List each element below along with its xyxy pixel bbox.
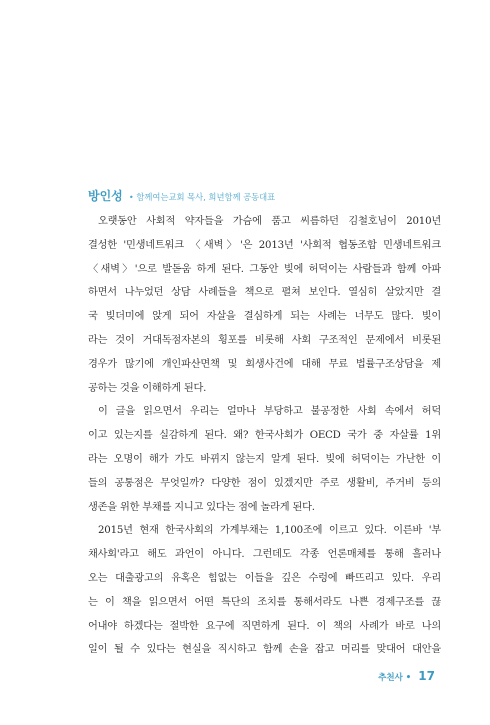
- page-number: 17: [418, 669, 435, 683]
- text-line: 들의 공통점은 무엇일까? 다양한 점이 있겠지만 주로 생활비, 주거비 등의: [88, 477, 441, 489]
- text-line: 오랫동안 사회적 약자들을 가슴에 품고 씨름하던 김철호님이 2010년: [98, 216, 441, 227]
- text-line: 2015년 현재 한국사회의 가계부채는 1,100조에 이르고 있다. 이른바 '부: [98, 525, 441, 537]
- text-line: 하면서 나누었던 상담 사례들을 책으로 펼쳐 보인다. 열심히 살았지만 결: [88, 287, 441, 299]
- text-line: 경우가 많기에 개인파산면책 및 회생사건에 대해 무료 법률구조상담을 제: [88, 358, 441, 370]
- text-line: 채사회'라고 해도 과언이 아니다. 그런데도 각종 언론매체를 통해 흘러나: [88, 549, 441, 561]
- text-line: 이고 있는지를 실감하게 된다. 왜? 한국사회가 OECD 국가 중 자살률 1위: [88, 430, 441, 442]
- section-label: 추천사 •: [378, 673, 412, 683]
- text-line: 오는 대출광고의 유혹은 힘없는 이들을 깊은 수렁에 빠뜨리고 있다. 우리: [88, 572, 441, 584]
- author-name: 방인성: [88, 189, 123, 203]
- text-line: 어내야 하겠다는 절박한 요구에 직면하게 된다. 이 책의 사례가 바로 나의: [88, 620, 441, 632]
- text-line: 이 글을 읽으면서 우리는 얼마나 부당하고 불공정한 사회 속에서 허덕: [98, 406, 441, 418]
- text-line: 생존을 위한 부채를 지니고 있다는 점에 놀라게 된다.: [88, 501, 315, 513]
- text-line: 라는 오명이 해가 가도 바뀌지 않는지 알게 된다. 빚에 허덕이는 가난한 이: [88, 453, 441, 465]
- recommendation-text: [88, 210, 441, 662]
- author-byline: [88, 185, 275, 207]
- text-line: 라는 것이 거대독점자본의 횡포를 비롯해 사회 구조적인 문제에서 비롯된: [88, 334, 441, 346]
- text-line: 는 이 책을 읽으면서 어떤 특단의 조치를 통해서라도 나쁜 경제구조를 끊: [88, 596, 441, 608]
- text-line: 〈새벽〉'으로 발돋움 하게 된다. 그동안 빚에 허덕이는 사람들과 함께 아파: [88, 263, 441, 275]
- text-line: 일이 될 수 있다는 현실을 직시하고 함께 손을 잡고 머리를 맞대어 대안을: [88, 644, 441, 656]
- text-line: 공하는 것을 이해하게 된다.: [88, 382, 207, 394]
- text-line: 국 빚더미에 앉게 되어 자살을 결심하게 되는 사례는 너무도 많다. 빚이: [88, 311, 441, 323]
- page-footer: [378, 666, 435, 687]
- author-role: • 함께여는교회 목사, 희년함께 공동대표: [128, 192, 276, 202]
- text-line: 결성한 '민생네트워크 〈새벽〉'은 2013년 '사회적 협동조합 민생네트워크: [88, 239, 441, 251]
